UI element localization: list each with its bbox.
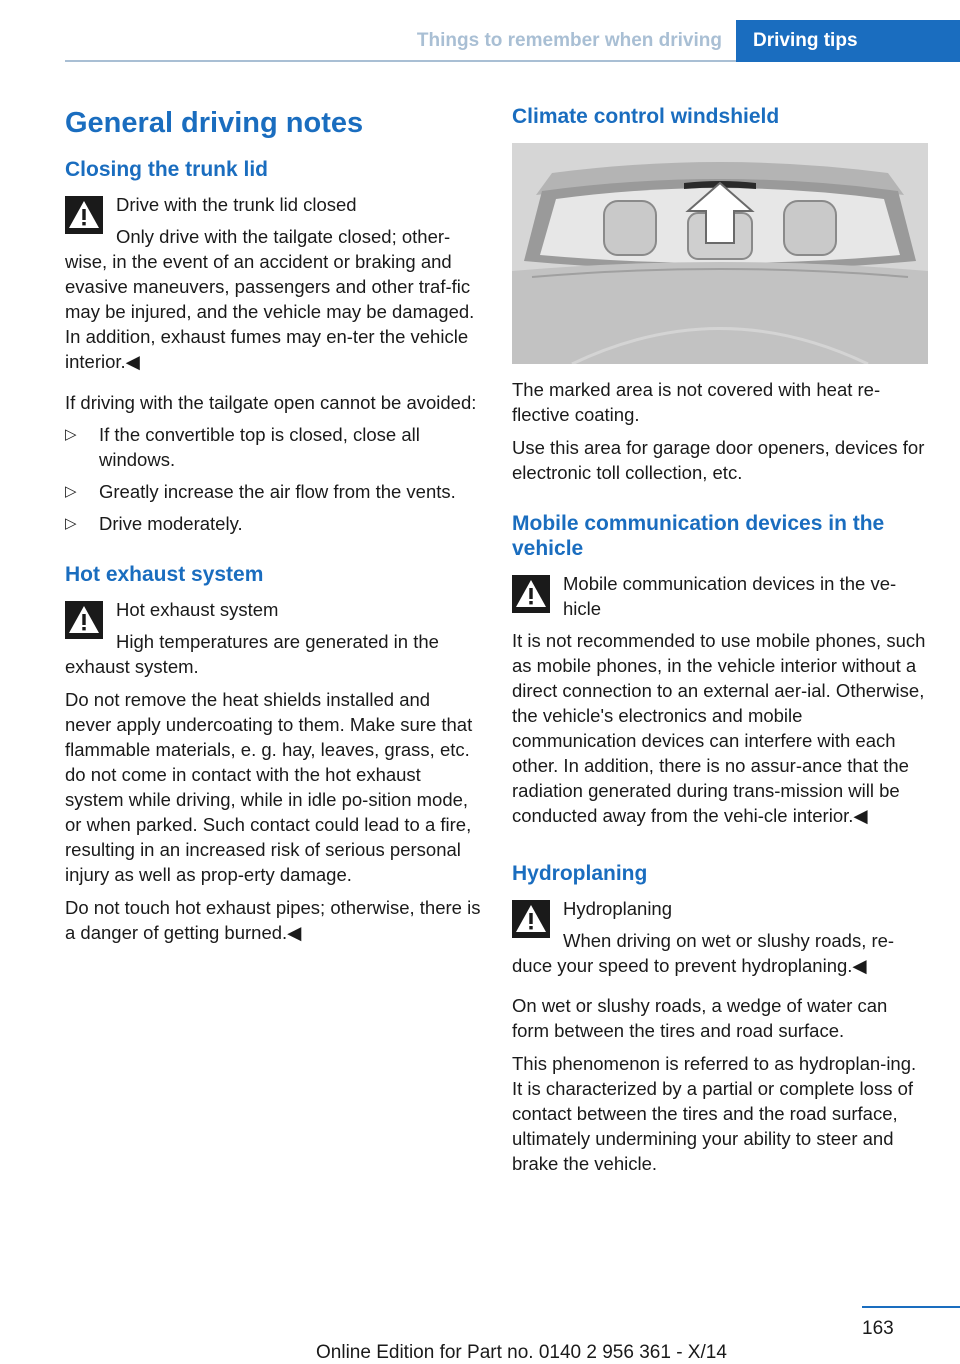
warning-icon xyxy=(65,196,103,234)
page-title: General driving notes xyxy=(65,107,364,139)
climate-heading: Climate control windshield xyxy=(512,105,780,128)
warning-icon xyxy=(512,575,550,613)
climate-paragraph: The marked area is not covered with heat re‐flective coating. xyxy=(512,379,881,425)
exhaust-heading: Hot exhaust system xyxy=(65,563,264,586)
list-item-text: Greatly increase the air flow from the vents. xyxy=(99,481,456,502)
left-column xyxy=(65,100,481,945)
trunk-warning-body: Only drive with the tailgate closed; other‐wise, in the event of an accident or braking and evasive maneuvers, passengers and other traf‐fic may be injured, and the vehicle may be damaged. In addition, exhaust fumes may en‐ter the vehicle interior.◀ xyxy=(65,226,475,372)
list-item-text: Drive moderately. xyxy=(99,513,243,534)
hydroplaning-warning-title: Hydroplaning xyxy=(563,898,673,919)
hydroplaning-warning xyxy=(512,896,928,978)
exhaust-paragraph: Do not touch hot exhaust pipes; otherwise, there is a danger of getting burned.◀ xyxy=(65,897,481,943)
footer-rule xyxy=(862,1306,960,1308)
exhaust-warning-title: Hot exhaust system xyxy=(116,599,279,620)
right-column xyxy=(512,100,928,1176)
trunk-warning xyxy=(65,192,481,374)
triangle-bullet-icon: ▷ xyxy=(65,426,77,443)
windshield-figure xyxy=(512,143,928,364)
list-item xyxy=(65,479,481,504)
climate-paragraph: Use this area for garage door openers, devices for electronic toll collection, etc. xyxy=(512,437,925,483)
trunk-intro: If driving with the tailgate open cannot be avoided: xyxy=(65,392,477,413)
trunk-heading: Closing the trunk lid xyxy=(65,158,268,181)
exhaust-paragraph: Do not remove the heat shields installed and never apply undercoating to them. Make sure that flammable materials, e. g. hay, leaves, grass, etc. do not come in contact with the hot exhaust system while driving, while in idle po‐sition mode, or when parked. Such contact could lead to a fire, resulting in an increased risk of serious personal injury as well as prop‐erty damage. xyxy=(65,689,473,885)
trunk-warning-title: Drive with the trunk lid closed xyxy=(116,194,357,215)
hydroplaning-warning-body: When driving on wet or slushy roads, re‐duce your speed to prevent hydroplaning.◀ xyxy=(512,930,895,976)
list-item xyxy=(65,511,481,536)
mobile-warning-title: Mobile communication devices in the ve‐hicle xyxy=(563,573,897,619)
list-item xyxy=(65,422,481,472)
footer-edition-text: Online Edition for Part no. 0140 2 956 361 - X/14 xyxy=(316,1342,727,1363)
mobile-warning xyxy=(512,571,928,828)
mobile-heading: Mobile communication devices in the vehicle xyxy=(512,512,885,560)
header-chapter-tab: Driving tips xyxy=(736,20,960,62)
list-item-text: If the convertible top is closed, close all windows. xyxy=(99,424,420,470)
header-rule xyxy=(65,60,736,62)
header-section-title: Things to remember when driving xyxy=(416,30,722,51)
hydroplaning-paragraph: This phenomenon is referred to as hydroplan‐ing. It is characterized by a partial or complete loss of contact between the tires and the road surface, ultimately undermining your ability to steer and brake the vehicle. xyxy=(512,1053,917,1174)
triangle-bullet-icon: ▷ xyxy=(65,483,77,500)
trunk-bullet-list xyxy=(65,422,481,536)
exhaust-warning-body: High temperatures are generated in the exhaust system. xyxy=(65,631,439,677)
windshield-illustration xyxy=(512,143,928,364)
warning-icon xyxy=(65,601,103,639)
triangle-bullet-icon: ▷ xyxy=(65,515,77,532)
page-number: 163 xyxy=(862,1318,894,1339)
mobile-warning-body: It is not recommended to use mobile phones, such as mobile phones, in the vehicle interior without a direct connection to an external aer‐ial. Otherwise, the vehicle's electronics and mobile communication devices can interfere with each other. In addition, there is no assur‐ance that the radiation generated during trans‐mission will be conducted away from the vehi‐cle interior.◀ xyxy=(512,630,926,826)
warning-icon xyxy=(512,900,550,938)
hydroplaning-paragraph: On wet or slushy roads, a wedge of water can form between the tires and road surface. xyxy=(512,995,888,1041)
hydroplaning-heading: Hydroplaning xyxy=(512,862,648,885)
exhaust-warning xyxy=(65,597,481,679)
